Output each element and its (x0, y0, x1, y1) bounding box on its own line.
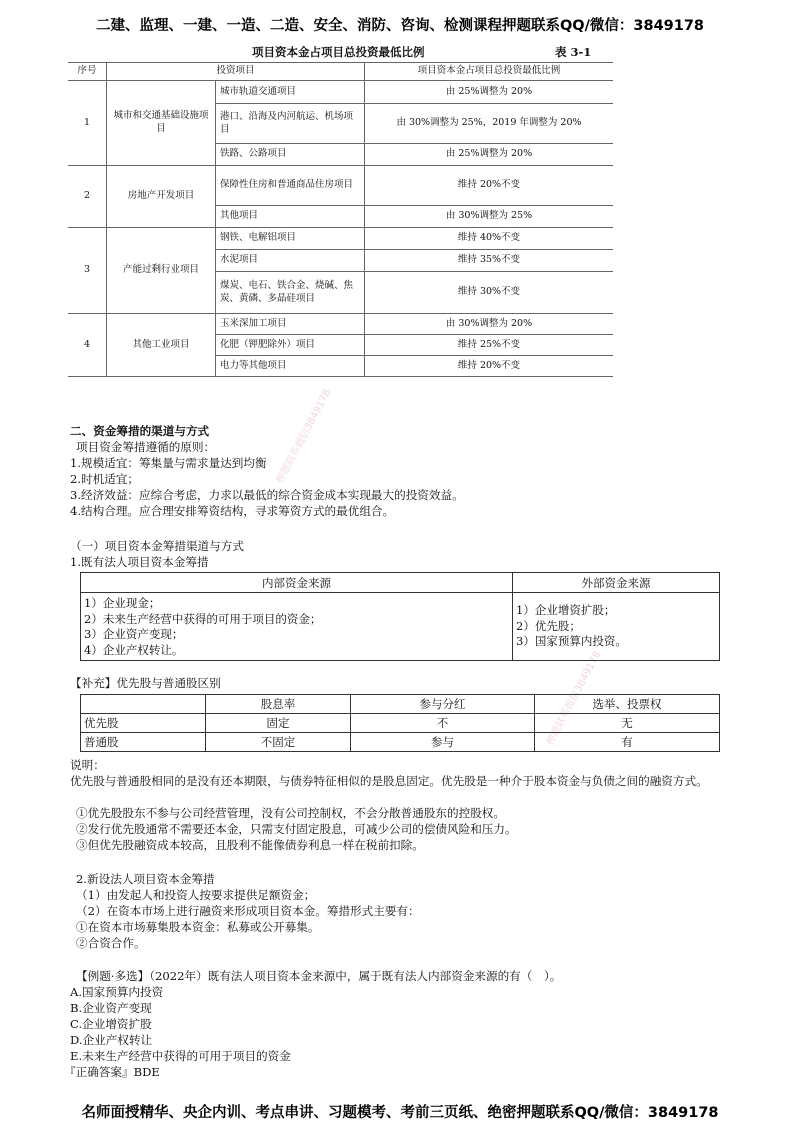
table-cell: 玉米深加工项目 (216, 314, 365, 335)
group-number: 4 (68, 314, 107, 377)
table-header (81, 695, 206, 714)
list-item: 2）优先股； (516, 618, 581, 633)
page-footer: 名师面授精华、央企内训、考点串讲、习题模考、考前三页纸、绝密押题联系QQ/微信：3849178 (81, 1105, 719, 1121)
table-cell: 维持 30%不变 (365, 272, 614, 314)
answer: 『正确答案』BDE (64, 1065, 160, 1079)
list-item: ①优先股股东不参与公司经营管理，没有公司控制权，不会分散普通股东的控股权。 (76, 806, 505, 820)
list-item: 3.经济效益：应综合考虑，力求以最低的综合资金成本实现最大的投资效益。 (70, 488, 464, 502)
group-name: 房地产开发项目 (107, 166, 216, 228)
table-title: 项目资本金占项目总投资最低比例 (252, 45, 425, 59)
external-sources-cell (513, 593, 720, 661)
table-cell: 不 (351, 714, 535, 733)
table-cell: 钢铁、电解铝项目 (216, 228, 365, 250)
list-item: 1）企业增资扩股； (516, 603, 616, 618)
list-item: 4）企业产权转让。 (84, 642, 184, 657)
table-cell: 电力等其他项目 (216, 356, 365, 377)
group-number: 3 (68, 228, 107, 314)
table-cell: 由 25%调整为 20% (365, 81, 614, 104)
list-item: ②发行优先股通常不需要还本金，只需支付固定股息，可减少公司的偿债风险和压力。 (76, 822, 517, 836)
list-item: 1）企业现金； (84, 596, 161, 610)
table-header: 内部资金来源 (81, 573, 513, 593)
list-item: ②合资合作。 (76, 936, 146, 950)
group-number: 1 (68, 81, 107, 166)
option-c: C.企业增资扩股 (70, 1017, 152, 1031)
table-cell: 城市轨道交通项目 (216, 81, 365, 104)
investment-ratio-table (68, 62, 613, 377)
table-header: 选举、投票权 (535, 695, 720, 714)
supplement-label: 【补充】优先股与普通股区别 (70, 676, 221, 690)
subheading: 1.既有法人项目资本金筹措 (70, 555, 209, 569)
subheading: （一）项目资本金筹措渠道与方式 (70, 539, 244, 553)
paragraph: 项目资金筹措遵循的原则： (76, 440, 216, 454)
table-cell: 由 30%调整为 20% (365, 314, 614, 335)
option-d: D.企业产权转让 (70, 1033, 153, 1047)
table-cell: 由 25%调整为 20% (365, 144, 614, 166)
table-cell: 维持 40%不变 (365, 228, 614, 250)
list-item: 2.时机适宜； (70, 472, 140, 486)
table-cell: 保障性住房和普通商品住房项目 (216, 166, 365, 206)
page-header: 二建、监理、一建、一造、二造、安全、消防、咨询、检测课程押题联系QQ/微信：3849178 (95, 18, 705, 34)
table-cell: 维持 35%不变 (365, 250, 614, 272)
note-paragraph: 优先股与普通股相同的是没有还本期限，与债券特征相似的是股息固定。优先股是一种介于股本资金与负债之间的融资方式。 (70, 774, 708, 788)
table-header: 参与分红 (351, 695, 535, 714)
table-cell: 固定 (206, 714, 351, 733)
table-cell: 水泥项目 (216, 250, 365, 272)
table-header: 序号 (68, 63, 107, 81)
table-cell: 由 30%调整为 25% (365, 206, 614, 228)
note-label: 说明： (70, 758, 105, 772)
group-number: 2 (68, 166, 107, 228)
list-item: （1）由发起人和投资人按要求提供足额资金； (76, 888, 316, 902)
table-cell: 普通股 (81, 733, 206, 752)
list-item: 1.规模适宜：筹集量与需求量达到均衡 (70, 456, 267, 470)
table-cell: 其他项目 (216, 206, 365, 228)
watermark: 押题联系微信3849178 (544, 649, 604, 748)
list-item: 3）企业资产变现； (84, 627, 184, 641)
list-item: （2）在资本市场上进行融资来形成项目资本金。筹措形式主要有： (76, 904, 420, 918)
subheading: 2.新设法人项目资本金筹措 (76, 872, 215, 886)
table-cell: 维持 20%不变 (365, 356, 614, 377)
watermark: 押题联系微信3849178 (274, 387, 334, 486)
table-cell: 维持 25%不变 (365, 335, 614, 356)
table-cell: 无 (535, 714, 720, 733)
stock-comparison-table (80, 694, 720, 752)
table-number: 表 3-1 (555, 45, 592, 59)
group-name: 产能过剩行业项目 (107, 228, 216, 314)
table-header: 股息率 (206, 695, 351, 714)
list-item: 2）未来生产经营中获得的可用于项目的资金； (84, 611, 322, 626)
table-header: 外部资金来源 (513, 573, 720, 593)
internal-sources-cell (81, 593, 513, 661)
table-cell: 化肥（钾肥除外）项目 (216, 335, 365, 356)
table-cell: 参与 (351, 733, 535, 752)
option-a: A.国家预算内投资 (70, 985, 164, 999)
table-cell: 铁路、公路项目 (216, 144, 365, 166)
table-cell: 有 (535, 733, 720, 752)
list-item: ③但优先股融资成本较高，且股利不能像债券利息一样在税前扣除。 (76, 838, 424, 852)
funding-sources-table (80, 572, 720, 661)
table-cell: 优先股 (81, 714, 206, 733)
table-cell: 港口、沿海及内河航运、机场项目 (216, 104, 365, 144)
table-header: 项目资本金占项目总投资最低比例 (365, 63, 614, 81)
list-item: ①在资本市场募集股本资金：私募或公开募集。 (76, 920, 320, 934)
section-heading: 二、资金筹措的渠道与方式 (70, 424, 210, 438)
table-header: 投资项目 (107, 63, 365, 81)
option-b: B.企业资产变现 (70, 1001, 152, 1015)
group-name: 城市和交通基础设施项目 (107, 81, 216, 166)
list-item: 4.结构合理。应合理安排筹资结构，寻求筹资方式的最优组合。 (70, 504, 395, 518)
table-cell: 煤炭、电石、铁合金、烧碱、焦炭、黄磷、多晶硅项目 (216, 272, 365, 314)
table-cell: 由 30%调整为 25%，2019 年调整为 20% (365, 104, 614, 144)
table-cell: 维持 20%不变 (365, 166, 614, 206)
list-item: 3）国家预算内投资。 (516, 634, 627, 649)
table-cell: 不固定 (206, 733, 351, 752)
option-e: E.未来生产经营中获得的可用于项目的资金 (70, 1049, 291, 1063)
group-name: 其他工业项目 (107, 314, 216, 377)
question: 【例题·多选】（2022年）既有法人项目资本金来源中，属于既有法人内部资金来源的有（ ）。 (76, 969, 562, 983)
